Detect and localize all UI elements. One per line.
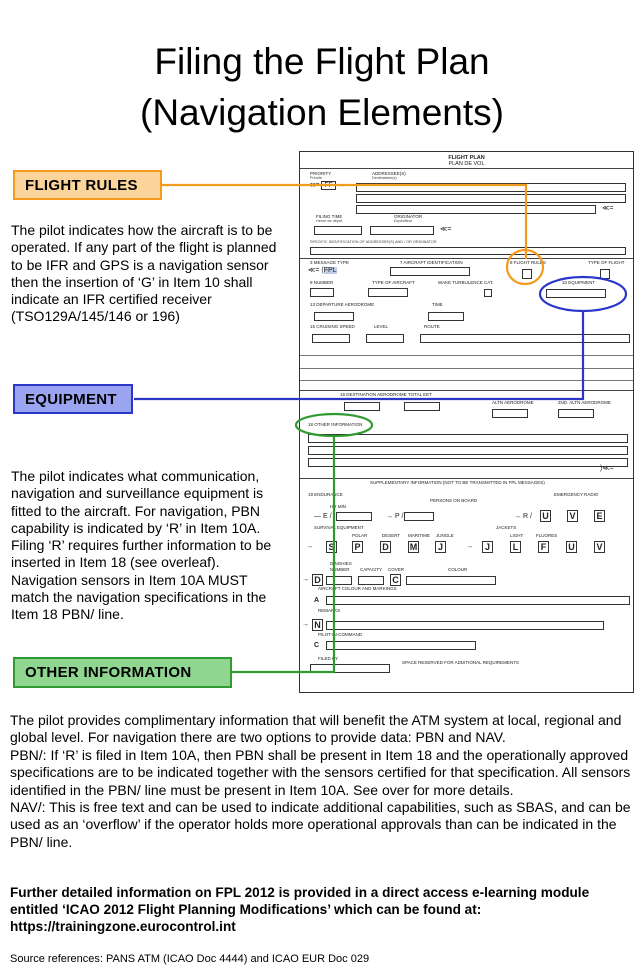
- space-reserved-label: SPACE RESERVED FOR ADDITIONAL REQUIREMENTS: [402, 660, 519, 665]
- filing-time-field: [314, 226, 362, 235]
- route-label: ROUTE: [424, 324, 440, 329]
- flight-rules-description: The pilot indicates how the aircraft is to be operated. If any part of the flight is planned to be IFR and GPS is a navigation sensor then the insertion of ‘G’ in Item 10 shall indicate an IFR certified receiver (TSO129A/145/146 or 196): [11, 222, 277, 325]
- dinghy-colour-field: [406, 576, 496, 585]
- equipment-description: The pilot indicates what communication, navigation and surveillance equipment is fitted to the aircraft. For navigation, PBN capability is indicated by ‘R’ in Item 10A. Filing ‘R’ requires further information to be inserted in Item 18 (see overleaf). Navigation sensors in Item 10A MUST match the navigation specifications in the Item 18 PBN/ line.: [11, 468, 272, 623]
- m-letter: M: [409, 542, 418, 552]
- form-heading: FLIGHT PLAN: [448, 155, 485, 161]
- polar-label: POLAR: [352, 533, 368, 538]
- flight-rules-field-label: 8 FLIGHT RULES: [510, 260, 546, 265]
- time-field: [428, 312, 464, 321]
- endurance-field: [336, 512, 372, 521]
- other-information-field-label: 18 OTHER INFORMATION: [308, 422, 363, 427]
- d2-arrow-icon: →: [302, 576, 309, 583]
- desert-label: DESERT: [382, 533, 401, 538]
- priority-label: PRIORITY: [310, 171, 332, 176]
- d-letter: D: [380, 541, 391, 553]
- originator-label-fr: Expéditeur: [394, 219, 413, 223]
- type-of-aircraft-label: TYPE OF AIRCRAFT: [372, 280, 415, 285]
- p-letter: P: [394, 513, 400, 520]
- v-letter: V: [567, 510, 578, 522]
- pbn-paragraph: PBN/: If ‘R’ is filed in Item 10A, then PBN shall be present in Item 18 and the operationally approved specifications are to be indicated together with the sensors certified for that specification. All sensors identified in the PBN/ line must be present in Item 10A. See over for more details.: [10, 746, 631, 798]
- j-arrow-icon: →: [466, 543, 473, 550]
- equipment-label: EQUIPMENT: [13, 384, 133, 414]
- addressees-label-fr: Destinataire(s): [372, 176, 397, 180]
- second-altn-field: [558, 409, 594, 418]
- persons-field: [404, 512, 434, 521]
- other-information-field-3: [308, 458, 628, 467]
- s-letter: S: [326, 541, 337, 553]
- aircraft-colour-field: [326, 596, 630, 605]
- nav-paragraph: NAV/: This is free text and can be used to indicate additional capabilities, such as SBAS, and can be used as an ‘overflow’ if the operator holds more operational approvals than can be indicated in the PBN/ line.: [10, 799, 631, 850]
- total-eet-field: [404, 402, 440, 411]
- filed-by-label: FILED BY: [318, 656, 339, 661]
- addressees-label: ADDRESSEE(S): [372, 171, 406, 176]
- pilot-in-command-label: PILOT-IN-COMMAND: [318, 632, 363, 637]
- supplementary-label: SUPPLEMENTARY INFORMATION (NOT TO BE TRANSMITTED IN FPL MESSAGES): [370, 480, 545, 485]
- flight-rules-label: FLIGHT RULES: [13, 170, 162, 200]
- remarks-field: [326, 621, 604, 630]
- r-prefix: → R /: [514, 513, 532, 520]
- jungle-label: JUNGLE: [436, 533, 454, 538]
- equipment-field: [546, 289, 606, 298]
- colour-label: COLOUR: [448, 567, 468, 572]
- other-information-field-2: [308, 446, 628, 455]
- destination-label: 16 DESTINATION AERODROME: [340, 392, 407, 397]
- specific-id-label: SPECIFIC IDENTIFICATION OF ADDRESSEE(S) AND / OR ORIGINATOR: [310, 240, 437, 244]
- jackets-label: JACKETS: [496, 525, 517, 530]
- aircraft-id-field: [390, 267, 470, 276]
- ff-value: FF: [321, 181, 336, 190]
- s-arrow-icon: →: [306, 543, 313, 550]
- type-of-flight-label: TYPE OF FLIGHT: [588, 260, 625, 265]
- survival-equipment-label: SURVIVAL EQUIPMENT: [314, 525, 364, 530]
- n-letter: N: [312, 619, 323, 631]
- c2-letter: C: [314, 642, 320, 649]
- message-type-label: 3 MESSAGE TYPE: [310, 260, 349, 265]
- endurance-label: 19 ENDURANCE: [308, 492, 343, 497]
- persons-label: PERSONS ON BOARD: [430, 498, 478, 503]
- flight-plan-form: [299, 151, 634, 693]
- p2-letter: P: [352, 541, 363, 553]
- j-letter: J: [435, 541, 446, 553]
- cruising-speed-field: [312, 334, 350, 343]
- number-s-label: NUMBER: [330, 567, 350, 572]
- equipment-field-label: 10 EQUIPMENT: [562, 280, 596, 285]
- aircraft-colour-label: AIRCRAFT COLOUR AND MARKINGS: [318, 586, 397, 591]
- wake-turbulence-label: WAKE TURBULENCE CAT.: [438, 280, 494, 285]
- l-letter: L: [510, 541, 521, 553]
- departure-label: 13 DEPARTURE AERODROME: [310, 302, 375, 307]
- specific-id-field: [310, 247, 626, 255]
- e2-letter: E: [594, 510, 605, 522]
- time-label: TIME: [432, 302, 443, 307]
- cover-label: COVER: [388, 567, 405, 572]
- further-information: Further detailed information on FPL 2012 is provided in a direct access e-learning module entitled ‘ICAO 2012 Flight Planning Modifications’ which can be found at: https://trainingzone.eurocontrol.int: [10, 885, 590, 934]
- other-information-description: [10, 712, 636, 851]
- flight-rules-field: [522, 269, 532, 279]
- r-letter: R: [522, 513, 529, 520]
- page-title: Filing the Flight Plan: [154, 41, 490, 82]
- ff-field: ≪= FF →: [308, 182, 345, 189]
- originator-label: ORIGINATOR: [394, 214, 423, 219]
- addressee-field-2: [356, 194, 626, 203]
- altn-aerodrome-label: ALTN AERODROME: [492, 400, 534, 405]
- capacity-label: CAPACITY: [360, 567, 383, 572]
- fpl-value: FPL: [323, 267, 337, 274]
- cruising-speed-label: 15 CRUISING SPEED: [310, 324, 355, 329]
- u2-letter: U: [566, 541, 577, 553]
- departure-field: [314, 312, 354, 321]
- u-letter: U: [540, 510, 551, 522]
- second-altn-label: 2ND. ALTN AERODROME: [558, 400, 611, 405]
- e-prefix: — E /: [314, 513, 332, 520]
- total-eet-label: TOTAL EET: [408, 392, 432, 397]
- form-heading-fr: PLAN DE VOL: [448, 161, 485, 167]
- dinghy-capacity-field: [358, 576, 384, 585]
- end-arrow-icon: )≪=: [600, 465, 614, 472]
- e-letter: E: [322, 513, 328, 520]
- source-references: Source references: PANS ATM (ICAO Doc 4444) and ICAO EUR Doc 029: [10, 953, 370, 965]
- v2-letter: V: [594, 541, 605, 553]
- aircraft-id-label: 7 AIRCRAFT IDENTIFICATION: [400, 260, 463, 265]
- originator-field: [370, 226, 434, 235]
- filed-by-field: [310, 664, 390, 673]
- c-letter: C: [390, 574, 401, 586]
- destination-field: [344, 402, 380, 411]
- intro-paragraph: The pilot provides complimentary information that will benefit the ATM system at local, regional and global level. For navigation there are two options to provide data: PBN and NAV.: [10, 712, 622, 746]
- maritime-label: MARITIME: [408, 533, 430, 538]
- j2-letter: J: [482, 541, 493, 553]
- other-information-field: [308, 434, 628, 443]
- remarks-label: REMARKS: [318, 608, 341, 613]
- filing-time-label: FILING TIME: [316, 214, 343, 219]
- p-prefix: → P /: [386, 513, 404, 520]
- level-field: [366, 334, 404, 343]
- wake-turbulence-field: [484, 289, 492, 297]
- fluores-label: FLUORES: [536, 533, 558, 538]
- emergency-radio-label: EMERGENCY RADIO: [554, 492, 599, 497]
- other-information-label: OTHER INFORMATION: [13, 657, 232, 688]
- number-label: 9 NUMBER: [310, 280, 334, 285]
- dinghies-label: DINGHIES: [330, 561, 352, 566]
- a-letter: A: [314, 597, 320, 604]
- fpl-field: ≪= (FPL: [308, 267, 337, 274]
- type-of-aircraft-field: [368, 288, 408, 297]
- d2-letter: D: [312, 574, 323, 586]
- end-arrow-icon: ≪=: [440, 226, 452, 233]
- pilot-in-command-field: [326, 641, 476, 650]
- end-arrow-icon: ≪=: [602, 205, 614, 212]
- n-arrow-icon: →: [302, 621, 309, 628]
- addressee-field-3: [356, 205, 596, 214]
- altn-aerodrome-field: [492, 409, 528, 418]
- level-label: LEVEL: [374, 324, 389, 329]
- filing-time-label-fr: Heure de dépôt: [316, 219, 343, 223]
- addressee-field: [356, 183, 626, 192]
- route-field: [420, 334, 630, 343]
- number-field: [310, 288, 334, 297]
- light-label: LIGHT: [510, 533, 524, 538]
- hr-min-label: HR MIN: [330, 504, 346, 509]
- page-subtitle: (Navigation Elements): [140, 92, 504, 133]
- f-letter: F: [538, 541, 549, 553]
- dinghy-number-field: [326, 576, 352, 585]
- priority-label-fr: Priorité: [310, 176, 323, 180]
- type-of-flight-field: [600, 269, 610, 279]
